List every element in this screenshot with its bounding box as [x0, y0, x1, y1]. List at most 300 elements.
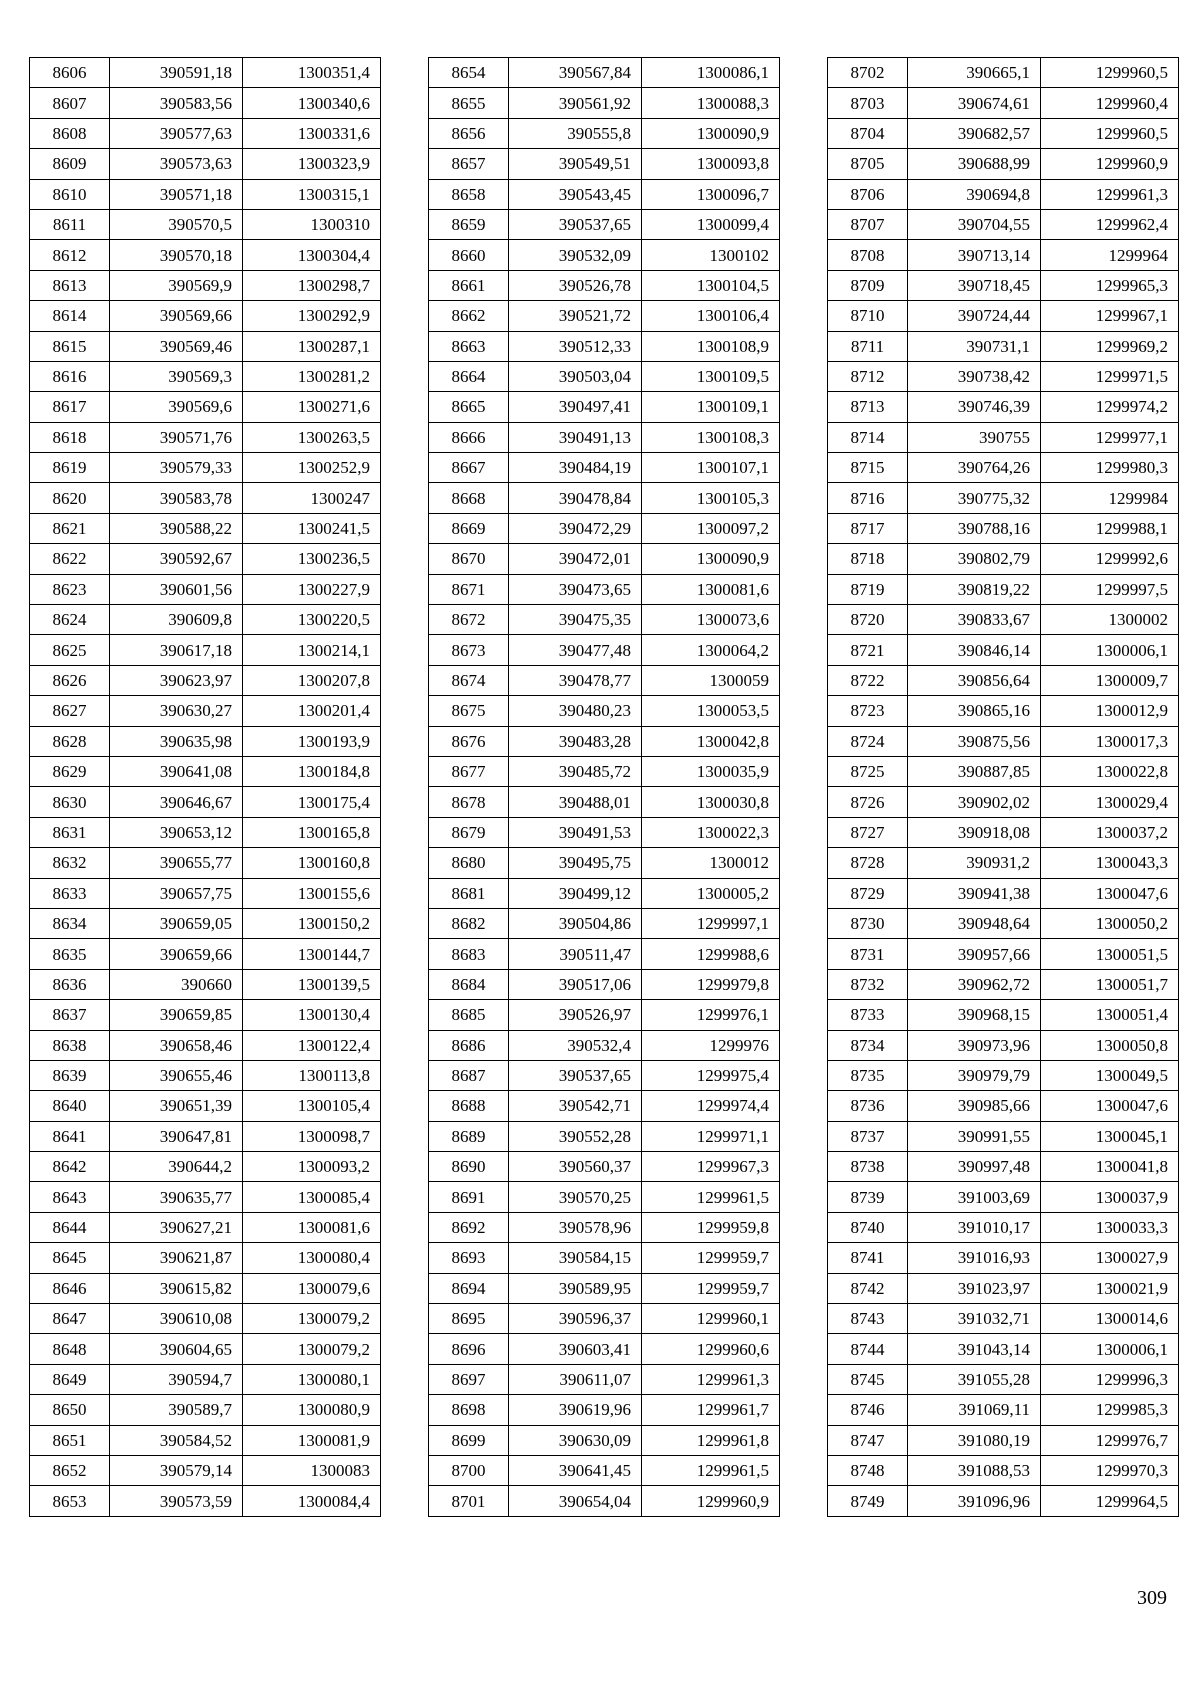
- x-coordinate-cell: 390617,18: [110, 635, 243, 665]
- y-coordinate-cell: 1299980,3: [1041, 453, 1179, 483]
- x-coordinate-cell: 390623,97: [110, 665, 243, 695]
- point-number-cell: 8632: [30, 848, 110, 878]
- table-row: [30, 1455, 381, 1485]
- point-number-cell: 8737: [828, 1121, 908, 1151]
- table-row: [30, 726, 381, 756]
- x-coordinate-cell: 390674,61: [908, 88, 1041, 118]
- x-coordinate-cell: 390472,01: [509, 544, 642, 574]
- table-row: [828, 1395, 1179, 1425]
- x-coordinate-cell: 390621,87: [110, 1243, 243, 1273]
- x-coordinate-cell: 390646,67: [110, 787, 243, 817]
- x-coordinate-cell: 390755: [908, 422, 1041, 452]
- x-coordinate-cell: 390635,77: [110, 1182, 243, 1212]
- table-row: [429, 149, 780, 179]
- table-row: [429, 908, 780, 938]
- point-number-cell: 8670: [429, 544, 509, 574]
- point-number-cell: 8685: [429, 1000, 509, 1030]
- point-number-cell: 8707: [828, 209, 908, 239]
- x-coordinate-cell: 390491,13: [509, 422, 642, 452]
- y-coordinate-cell: 1300079,2: [243, 1334, 381, 1364]
- point-number-cell: 8678: [429, 787, 509, 817]
- y-coordinate-cell: 1300155,6: [243, 878, 381, 908]
- x-coordinate-cell: 390567,84: [509, 58, 642, 88]
- table-row: [828, 1030, 1179, 1060]
- point-number-cell: 8654: [429, 58, 509, 88]
- y-coordinate-cell: 1300021,9: [1041, 1273, 1179, 1303]
- table-row: [30, 1182, 381, 1212]
- y-coordinate-cell: 1300050,2: [1041, 908, 1179, 938]
- point-number-cell: 8731: [828, 939, 908, 969]
- x-coordinate-cell: 390561,92: [509, 88, 642, 118]
- table-row: [429, 665, 780, 695]
- x-coordinate-cell: 390543,45: [509, 179, 642, 209]
- table-row: [429, 1182, 780, 1212]
- x-coordinate-cell: 390532,4: [509, 1030, 642, 1060]
- table-row: [30, 301, 381, 331]
- y-coordinate-cell: 1300081,6: [243, 1212, 381, 1242]
- point-number-cell: 8708: [828, 240, 908, 270]
- table-row: [828, 270, 1179, 300]
- y-coordinate-cell: 1300247: [243, 483, 381, 513]
- point-number-cell: 8647: [30, 1304, 110, 1334]
- coordinates-table-2: [428, 57, 780, 1517]
- x-coordinate-cell: 390918,08: [908, 817, 1041, 847]
- point-number-cell: 8657: [429, 149, 509, 179]
- point-number-cell: 8690: [429, 1152, 509, 1182]
- x-coordinate-cell: 390542,71: [509, 1091, 642, 1121]
- x-coordinate-cell: 390571,18: [110, 179, 243, 209]
- table-row: [30, 635, 381, 665]
- point-number-cell: 8665: [429, 392, 509, 422]
- table-row: [429, 301, 780, 331]
- point-number-cell: 8650: [30, 1395, 110, 1425]
- x-coordinate-cell: 390571,76: [110, 422, 243, 452]
- y-coordinate-cell: 1300081,6: [642, 574, 780, 604]
- x-coordinate-cell: 390569,3: [110, 361, 243, 391]
- point-number-cell: 8744: [828, 1334, 908, 1364]
- point-number-cell: 8668: [429, 483, 509, 513]
- y-coordinate-cell: 1300340,6: [243, 88, 381, 118]
- y-coordinate-cell: 1299960,5: [1041, 118, 1179, 148]
- y-coordinate-cell: 1300105,3: [642, 483, 780, 513]
- x-coordinate-cell: 390596,37: [509, 1304, 642, 1334]
- point-number-cell: 8743: [828, 1304, 908, 1334]
- y-coordinate-cell: 1299975,4: [642, 1060, 780, 1090]
- x-coordinate-cell: 390491,53: [509, 817, 642, 847]
- y-coordinate-cell: 1300241,5: [243, 513, 381, 543]
- table-row: [828, 726, 1179, 756]
- point-number-cell: 8703: [828, 88, 908, 118]
- x-coordinate-cell: 390659,85: [110, 1000, 243, 1030]
- x-coordinate-cell: 390660: [110, 969, 243, 999]
- y-coordinate-cell: 1299976,7: [1041, 1425, 1179, 1455]
- y-coordinate-cell: 1300175,4: [243, 787, 381, 817]
- table-row: [429, 331, 780, 361]
- y-coordinate-cell: 1300073,6: [642, 605, 780, 635]
- table-row: [429, 58, 780, 88]
- x-coordinate-cell: 390653,12: [110, 817, 243, 847]
- x-coordinate-cell: 390521,72: [509, 301, 642, 331]
- x-coordinate-cell: 390659,05: [110, 908, 243, 938]
- point-number-cell: 8740: [828, 1212, 908, 1242]
- x-coordinate-cell: 390603,41: [509, 1334, 642, 1364]
- table-row: [429, 1121, 780, 1151]
- y-coordinate-cell: 1299964: [1041, 240, 1179, 270]
- table-row: [30, 817, 381, 847]
- point-number-cell: 8713: [828, 392, 908, 422]
- point-number-cell: 8625: [30, 635, 110, 665]
- x-coordinate-cell: 390846,14: [908, 635, 1041, 665]
- x-coordinate-cell: 390552,28: [509, 1121, 642, 1151]
- y-coordinate-cell: 1300029,4: [1041, 787, 1179, 817]
- table-row: [30, 1212, 381, 1242]
- table-row: [828, 1000, 1179, 1030]
- point-number-cell: 8646: [30, 1273, 110, 1303]
- table-row: [429, 1304, 780, 1334]
- y-coordinate-cell: 1300080,1: [243, 1364, 381, 1394]
- point-number-cell: 8738: [828, 1152, 908, 1182]
- x-coordinate-cell: 390704,55: [908, 209, 1041, 239]
- table-row: [828, 483, 1179, 513]
- x-coordinate-cell: 391069,11: [908, 1395, 1041, 1425]
- x-coordinate-cell: 390499,12: [509, 878, 642, 908]
- point-number-cell: 8648: [30, 1334, 110, 1364]
- point-number-cell: 8656: [429, 118, 509, 148]
- table-row: [828, 149, 1179, 179]
- x-coordinate-cell: 390682,57: [908, 118, 1041, 148]
- table-row: [30, 149, 381, 179]
- x-coordinate-cell: 390584,15: [509, 1243, 642, 1273]
- x-coordinate-cell: 390537,65: [509, 1060, 642, 1090]
- y-coordinate-cell: 1299967,3: [642, 1152, 780, 1182]
- y-coordinate-cell: 1299960,5: [1041, 58, 1179, 88]
- point-number-cell: 8691: [429, 1182, 509, 1212]
- table-row: [30, 1304, 381, 1334]
- x-coordinate-cell: 390655,46: [110, 1060, 243, 1090]
- table-row: [429, 179, 780, 209]
- y-coordinate-cell: 1299974,4: [642, 1091, 780, 1121]
- point-number-cell: 8619: [30, 453, 110, 483]
- table-row: [429, 88, 780, 118]
- table-row: [30, 118, 381, 148]
- y-coordinate-cell: 1300109,1: [642, 392, 780, 422]
- x-coordinate-cell: 390644,2: [110, 1152, 243, 1182]
- y-coordinate-cell: 1300090,9: [642, 118, 780, 148]
- point-number-cell: 8739: [828, 1182, 908, 1212]
- table-row: [30, 270, 381, 300]
- x-coordinate-cell: 391023,97: [908, 1273, 1041, 1303]
- x-coordinate-cell: 390764,26: [908, 453, 1041, 483]
- x-coordinate-cell: 390655,77: [110, 848, 243, 878]
- x-coordinate-cell: 390627,21: [110, 1212, 243, 1242]
- table-row: [429, 635, 780, 665]
- point-number-cell: 8614: [30, 301, 110, 331]
- table-row: [30, 179, 381, 209]
- point-number-cell: 8747: [828, 1425, 908, 1455]
- point-number-cell: 8693: [429, 1243, 509, 1273]
- table-row: [429, 513, 780, 543]
- y-coordinate-cell: 1300088,3: [642, 88, 780, 118]
- y-coordinate-cell: 1300331,6: [243, 118, 381, 148]
- table-row: [429, 209, 780, 239]
- x-coordinate-cell: 390484,19: [509, 453, 642, 483]
- y-coordinate-cell: 1299977,1: [1041, 422, 1179, 452]
- y-coordinate-cell: 1300047,6: [1041, 878, 1179, 908]
- table-row: [429, 787, 780, 817]
- table-row: [429, 392, 780, 422]
- y-coordinate-cell: 1300080,9: [243, 1395, 381, 1425]
- table-row: [429, 483, 780, 513]
- point-number-cell: 8639: [30, 1060, 110, 1090]
- y-coordinate-cell: 1299985,3: [1041, 1395, 1179, 1425]
- point-number-cell: 8623: [30, 574, 110, 604]
- point-number-cell: 8689: [429, 1121, 509, 1151]
- y-coordinate-cell: 1299971,5: [1041, 361, 1179, 391]
- point-number-cell: 8727: [828, 817, 908, 847]
- x-coordinate-cell: 390549,51: [509, 149, 642, 179]
- table-row: [429, 848, 780, 878]
- table-row: [828, 513, 1179, 543]
- table-row: [828, 756, 1179, 786]
- table-row: [30, 453, 381, 483]
- point-number-cell: 8659: [429, 209, 509, 239]
- point-number-cell: 8736: [828, 1091, 908, 1121]
- x-coordinate-cell: 390819,22: [908, 574, 1041, 604]
- table-row: [30, 331, 381, 361]
- x-coordinate-cell: 390604,65: [110, 1334, 243, 1364]
- point-number-cell: 8712: [828, 361, 908, 391]
- point-number-cell: 8674: [429, 665, 509, 695]
- table-row: [828, 331, 1179, 361]
- point-number-cell: 8606: [30, 58, 110, 88]
- y-coordinate-cell: 1300085,4: [243, 1182, 381, 1212]
- y-coordinate-cell: 1300090,9: [642, 544, 780, 574]
- table-row: [30, 756, 381, 786]
- x-coordinate-cell: 390788,16: [908, 513, 1041, 543]
- y-coordinate-cell: 1300207,8: [243, 665, 381, 695]
- table-row: [429, 605, 780, 635]
- y-coordinate-cell: 1299971,1: [642, 1121, 780, 1151]
- x-coordinate-cell: 390485,72: [509, 756, 642, 786]
- x-coordinate-cell: 390887,85: [908, 756, 1041, 786]
- y-coordinate-cell: 1299964,5: [1041, 1486, 1179, 1516]
- x-coordinate-cell: 390578,96: [509, 1212, 642, 1242]
- table-row: [429, 1334, 780, 1364]
- point-number-cell: 8741: [828, 1243, 908, 1273]
- table-row: [429, 1212, 780, 1242]
- table-row: [429, 726, 780, 756]
- y-coordinate-cell: 1299962,4: [1041, 209, 1179, 239]
- y-coordinate-cell: 1300049,5: [1041, 1060, 1179, 1090]
- point-number-cell: 8728: [828, 848, 908, 878]
- x-coordinate-cell: 390609,8: [110, 605, 243, 635]
- table-row: [30, 665, 381, 695]
- x-coordinate-cell: 391043,14: [908, 1334, 1041, 1364]
- y-coordinate-cell: 1299959,7: [642, 1243, 780, 1273]
- y-coordinate-cell: 1300287,1: [243, 331, 381, 361]
- x-coordinate-cell: 390588,22: [110, 513, 243, 543]
- table-row: [429, 1455, 780, 1485]
- table-row: [828, 422, 1179, 452]
- table-row: [30, 392, 381, 422]
- table-row: [30, 1425, 381, 1455]
- x-coordinate-cell: 390584,52: [110, 1425, 243, 1455]
- table-row: [30, 1060, 381, 1090]
- y-coordinate-cell: 1300323,9: [243, 149, 381, 179]
- point-number-cell: 8666: [429, 422, 509, 452]
- point-number-cell: 8658: [429, 179, 509, 209]
- table-row: [30, 513, 381, 543]
- y-coordinate-cell: 1300184,8: [243, 756, 381, 786]
- x-coordinate-cell: 391010,17: [908, 1212, 1041, 1242]
- table-row: [828, 817, 1179, 847]
- point-number-cell: 8637: [30, 1000, 110, 1030]
- point-number-cell: 8664: [429, 361, 509, 391]
- table-row: [30, 908, 381, 938]
- y-coordinate-cell: 1299965,3: [1041, 270, 1179, 300]
- table-row: [30, 574, 381, 604]
- point-number-cell: 8677: [429, 756, 509, 786]
- y-coordinate-cell: 1300017,3: [1041, 726, 1179, 756]
- x-coordinate-cell: 390713,14: [908, 240, 1041, 270]
- table-row: [828, 696, 1179, 726]
- y-coordinate-cell: 1300079,2: [243, 1304, 381, 1334]
- y-coordinate-cell: 1299960,1: [642, 1304, 780, 1334]
- table-row: [828, 58, 1179, 88]
- point-number-cell: 8653: [30, 1486, 110, 1516]
- point-number-cell: 8631: [30, 817, 110, 847]
- table-row: [828, 1364, 1179, 1394]
- x-coordinate-cell: 390512,33: [509, 331, 642, 361]
- y-coordinate-cell: 1299961,7: [642, 1395, 780, 1425]
- table-row: [828, 301, 1179, 331]
- x-coordinate-cell: 390569,66: [110, 301, 243, 331]
- page-number: 309: [1137, 1587, 1167, 1609]
- y-coordinate-cell: 1300351,4: [243, 58, 381, 88]
- point-number-cell: 8615: [30, 331, 110, 361]
- y-coordinate-cell: 1300051,5: [1041, 939, 1179, 969]
- y-coordinate-cell: 1300160,8: [243, 848, 381, 878]
- point-number-cell: 8679: [429, 817, 509, 847]
- y-coordinate-cell: 1300006,1: [1041, 635, 1179, 665]
- x-coordinate-cell: 390517,06: [509, 969, 642, 999]
- table-row: [429, 1364, 780, 1394]
- y-coordinate-cell: 1299960,6: [642, 1334, 780, 1364]
- x-coordinate-cell: 390579,14: [110, 1455, 243, 1485]
- table-row: [429, 453, 780, 483]
- x-coordinate-cell: 390569,46: [110, 331, 243, 361]
- y-coordinate-cell: 1300022,8: [1041, 756, 1179, 786]
- table-row: [429, 1395, 780, 1425]
- point-number-cell: 8723: [828, 696, 908, 726]
- point-number-cell: 8694: [429, 1273, 509, 1303]
- y-coordinate-cell: 1300271,6: [243, 392, 381, 422]
- table-row: [30, 209, 381, 239]
- point-number-cell: 8686: [429, 1030, 509, 1060]
- x-coordinate-cell: 390941,38: [908, 878, 1041, 908]
- point-number-cell: 8699: [429, 1425, 509, 1455]
- point-number-cell: 8676: [429, 726, 509, 756]
- point-number-cell: 8729: [828, 878, 908, 908]
- x-coordinate-cell: 390526,97: [509, 1000, 642, 1030]
- y-coordinate-cell: 1299960,4: [1041, 88, 1179, 118]
- y-coordinate-cell: 1299996,3: [1041, 1364, 1179, 1394]
- point-number-cell: 8702: [828, 58, 908, 88]
- y-coordinate-cell: 1300093,8: [642, 149, 780, 179]
- y-coordinate-cell: 1300106,4: [642, 301, 780, 331]
- y-coordinate-cell: 1300108,3: [642, 422, 780, 452]
- point-number-cell: 8626: [30, 665, 110, 695]
- table-row: [828, 605, 1179, 635]
- x-coordinate-cell: 390802,79: [908, 544, 1041, 574]
- point-number-cell: 8620: [30, 483, 110, 513]
- point-number-cell: 8701: [429, 1486, 509, 1516]
- table-row: [828, 878, 1179, 908]
- table-row: [429, 1030, 780, 1060]
- y-coordinate-cell: 1299976: [642, 1030, 780, 1060]
- point-number-cell: 8643: [30, 1182, 110, 1212]
- y-coordinate-cell: 1300012,9: [1041, 696, 1179, 726]
- x-coordinate-cell: 390473,65: [509, 574, 642, 604]
- x-coordinate-cell: 390641,08: [110, 756, 243, 786]
- x-coordinate-cell: 390560,37: [509, 1152, 642, 1182]
- x-coordinate-cell: 390875,56: [908, 726, 1041, 756]
- table-row: [429, 939, 780, 969]
- table-row: [30, 1334, 381, 1364]
- x-coordinate-cell: 390865,16: [908, 696, 1041, 726]
- point-number-cell: 8640: [30, 1091, 110, 1121]
- y-coordinate-cell: 1300220,5: [243, 605, 381, 635]
- y-coordinate-cell: 1299997,1: [642, 908, 780, 938]
- point-number-cell: 8705: [828, 149, 908, 179]
- x-coordinate-cell: 390651,39: [110, 1091, 243, 1121]
- y-coordinate-cell: 1300009,7: [1041, 665, 1179, 695]
- y-coordinate-cell: 1300043,3: [1041, 848, 1179, 878]
- y-coordinate-cell: 1300105,4: [243, 1091, 381, 1121]
- table-row: [828, 392, 1179, 422]
- y-coordinate-cell: 1300037,2: [1041, 817, 1179, 847]
- x-coordinate-cell: 391088,53: [908, 1455, 1041, 1485]
- y-coordinate-cell: 1300041,8: [1041, 1152, 1179, 1182]
- x-coordinate-cell: 390591,18: [110, 58, 243, 88]
- point-number-cell: 8719: [828, 574, 908, 604]
- y-coordinate-cell: 1300081,9: [243, 1425, 381, 1455]
- table-row: [828, 1091, 1179, 1121]
- table-row: [429, 544, 780, 574]
- point-number-cell: 8622: [30, 544, 110, 574]
- x-coordinate-cell: 390630,27: [110, 696, 243, 726]
- table-row: [30, 240, 381, 270]
- point-number-cell: 8611: [30, 209, 110, 239]
- table-row: [828, 1486, 1179, 1516]
- point-number-cell: 8721: [828, 635, 908, 665]
- point-number-cell: 8700: [429, 1455, 509, 1485]
- y-coordinate-cell: 1300281,2: [243, 361, 381, 391]
- y-coordinate-cell: 1300304,4: [243, 240, 381, 270]
- table-row: [30, 1243, 381, 1273]
- x-coordinate-cell: 391096,96: [908, 1486, 1041, 1516]
- table-row: [30, 544, 381, 574]
- x-coordinate-cell: 390526,78: [509, 270, 642, 300]
- table-row: [828, 179, 1179, 209]
- point-number-cell: 8607: [30, 88, 110, 118]
- point-number-cell: 8683: [429, 939, 509, 969]
- y-coordinate-cell: 1300108,9: [642, 331, 780, 361]
- table-row: [429, 1243, 780, 1273]
- x-coordinate-cell: 390594,7: [110, 1364, 243, 1394]
- point-number-cell: 8704: [828, 118, 908, 148]
- point-number-cell: 8682: [429, 908, 509, 938]
